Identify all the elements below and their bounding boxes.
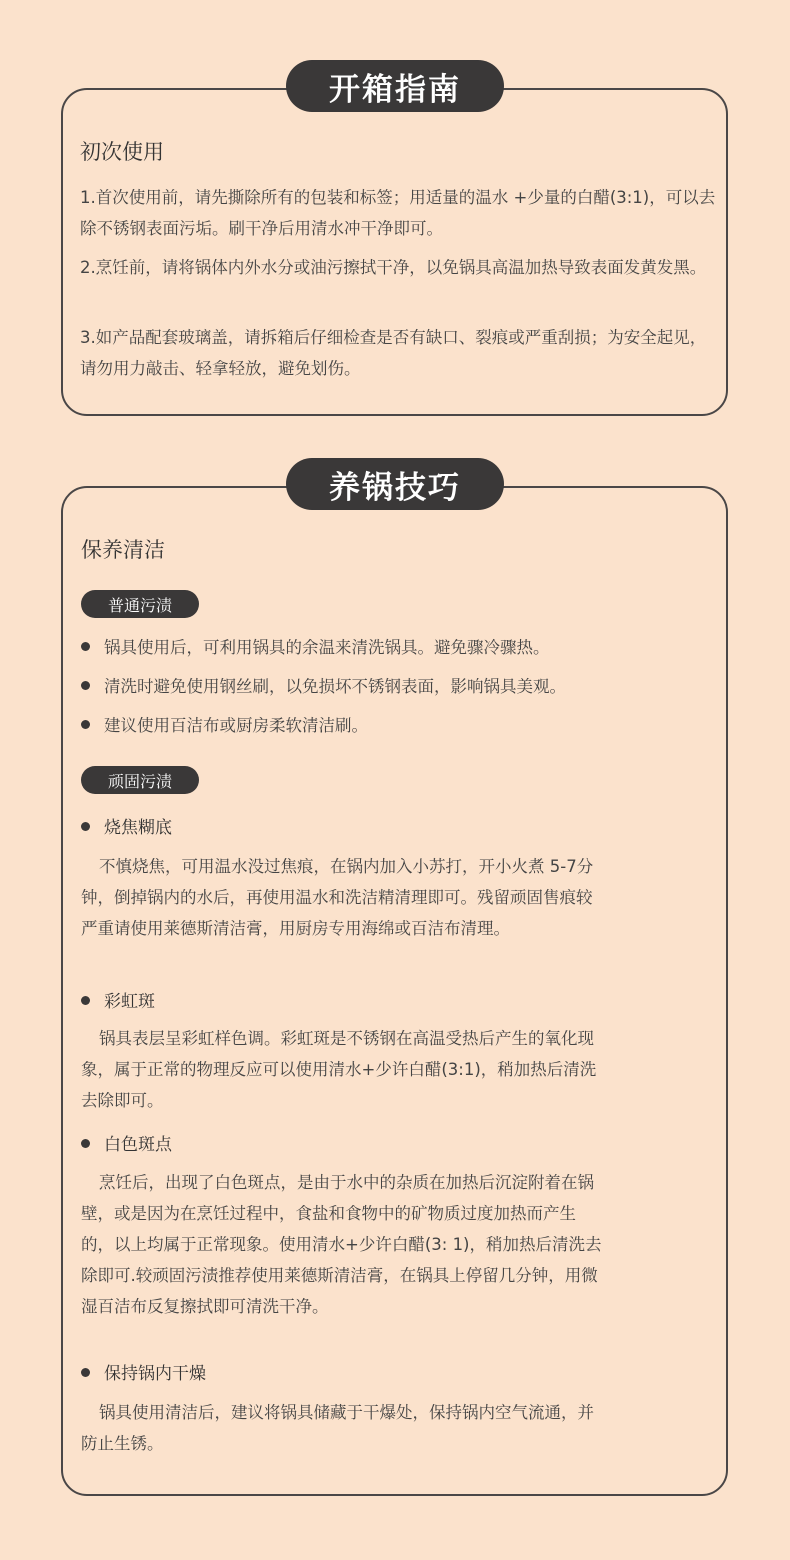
unboxing-title: 开箱指南 [286,60,504,112]
list-item: 锅具使用后，可利用锅具的余温来清洗锅具。避免骤冷骤热。 [81,636,550,660]
maintenance-heading: 保养清洁 [81,538,165,562]
care-title: 养锅技巧 [286,458,504,510]
unboxing-item-2: 2.烹饪前，请将锅体内外水分或油污擦拭干净，以免锅具高温加热导致表面发黄发黑。 [80,258,707,277]
stain-body-burnt: 不慎烧焦，可用温水没过焦痕，在锅内加入小苏打，开小火煮 5-7分钟，倒掉锅内的水后，再使用温水和洗洁精清理即可。残留顽固售痕较严重请使用莱德斯清洁膏，用厨房专用海绵或百洁布清理。 [81,857,594,938]
stain-title-rainbow: 彩虹斑 [81,990,155,1014]
stain-body-white-spots: 烹饪后，出现了白色斑点，是由于水中的杂质在加热后沉淀附着在锅壁，或是因为在烹饪过程中，食盐和食物中的矿物质过度加热而产生的，以上均属于正常现象。使用清水+少许白醋(3: 1)，稍加热后清洗去除即可.较顽固污渍推荐使用莱德斯清洁膏，在锅具上停留几分钟，用微湿百洁布反复擦拭即可清洗干净。 [81,1173,602,1316]
bullet-icon [81,822,90,831]
stain-title-burnt: 烧焦糊底 [81,816,172,840]
list-item: 清洗时避免使用钢丝刷，以免损坏不锈钢表面，影响锅具美观。 [81,675,566,699]
bullet-icon [81,996,90,1005]
unboxing-item-3: 3.如产品配套玻璃盖，请拆箱后仔细检查是否有缺口、裂痕或严重刮损；为安全起见，请勿用力敲击、轻拿轻放，避免划伤。 [80,328,707,378]
stain-title-keep-dry: 保持锅内干燥 [81,1362,206,1386]
stain-body-keep-dry: 锅具使用清洁后，建议将锅具储藏于干爆处，保持锅内空气流通，并防止生锈。 [81,1403,594,1453]
first-use-heading: 初次使用 [80,140,164,164]
stubborn-stain-tag: 顽固污渍 [81,766,199,794]
bullet-icon [81,642,90,651]
bullet-icon [81,1139,90,1148]
stain-title-white-spots: 白色斑点 [81,1133,172,1157]
normal-stain-tag: 普通污渍 [81,590,199,618]
stain-body-rainbow: 锅具表层呈彩虹样色调。彩虹斑是不锈钢在高温受热后产生的氧化现象，属于正常的物理反应可以使用清水+少许白醋(3:1)，稍加热后清洗去除即可。 [81,1029,597,1110]
list-item: 建议使用百洁布或厨房柔软清洁刷。 [81,714,368,738]
unboxing-item-1: 1.首次使用前，请先撕除所有的包装和标签；用适量的温水 +少量的白醋(3:1)，可以去除不锈钢表面污垢。刷干净后用清水冲干净即可。 [80,188,716,238]
bullet-icon [81,1368,90,1377]
bullet-icon [81,681,90,690]
bullet-icon [81,720,90,729]
